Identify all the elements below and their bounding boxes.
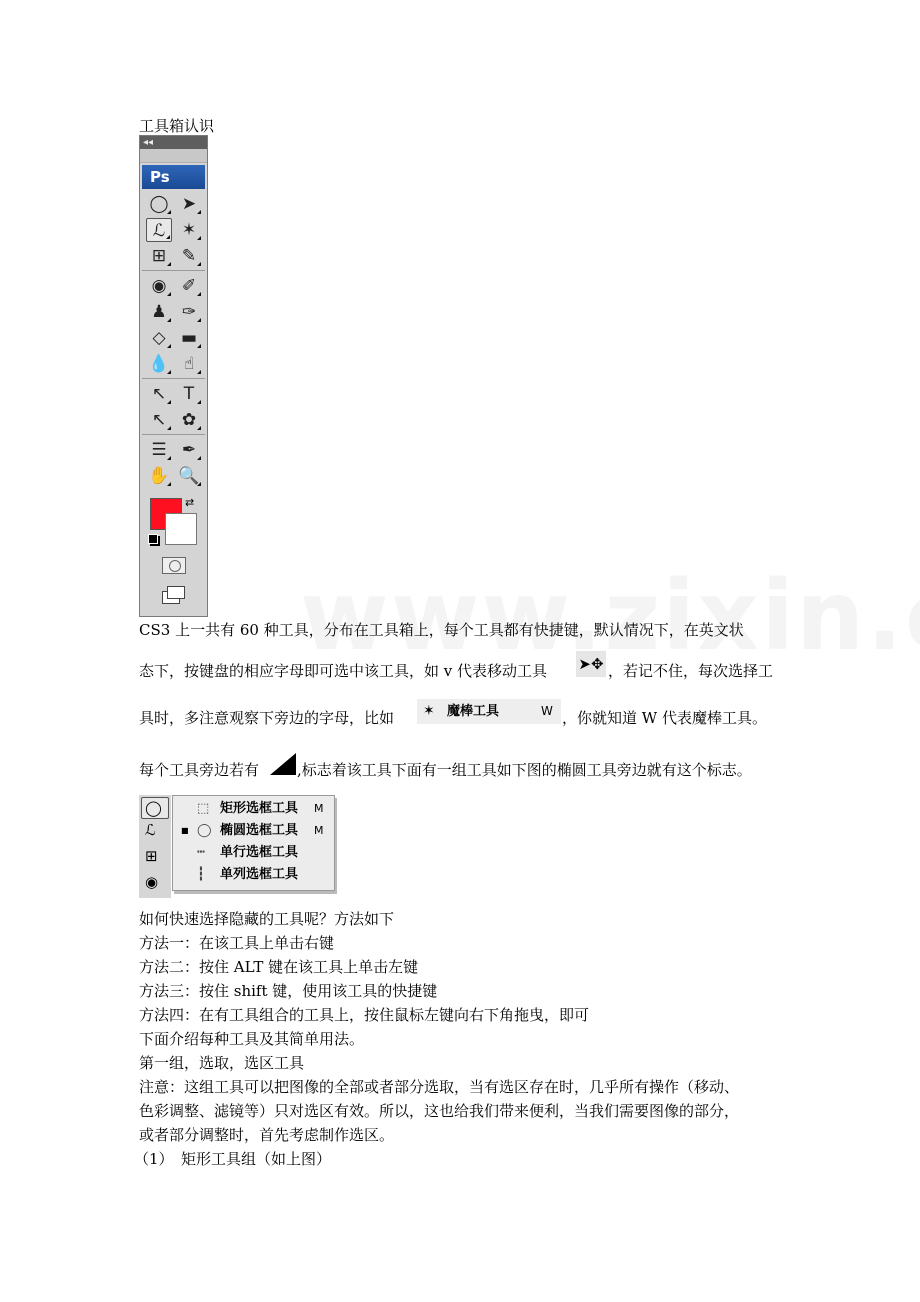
lasso-icon: ℒ: [145, 821, 156, 839]
tool-row: [144, 274, 204, 300]
toolbox-separator: [142, 270, 205, 271]
para1-line3: 具时，多注意观察下旁边的字母，比如: [139, 709, 395, 727]
flyout-menu-item[interactable]: [173, 864, 333, 886]
marquee-flyout-menu: [172, 795, 335, 891]
group-triangle-icon: [270, 753, 296, 775]
tool-row: [144, 464, 204, 490]
brush-tool-icon[interactable]: ✐: [176, 274, 202, 298]
tool-row: [144, 326, 204, 352]
eyedropper-tool-icon[interactable]: ✒: [176, 438, 202, 462]
menu-item-label: 单行选框工具: [220, 845, 299, 860]
heal-icon: ◉: [145, 873, 159, 891]
flyout-menu-item[interactable]: [173, 798, 333, 820]
blur-tool-icon[interactable]: 💧: [148, 354, 170, 374]
type-tool-icon[interactable]: T: [176, 382, 202, 406]
menu-item-label: 椭圆选框工具: [220, 823, 299, 838]
hand-tool-icon[interactable]: ✋: [148, 466, 170, 486]
magic-wand-label: 魔棒工具: [447, 704, 500, 719]
slice-tool-icon[interactable]: ✎: [176, 244, 202, 268]
crop-icon: ⊞: [145, 847, 158, 865]
marquee-icon: ◯: [197, 823, 212, 838]
tool-row: [144, 352, 204, 378]
lasso-tool-icon[interactable]: ℒ: [146, 218, 172, 242]
question-line: 如何快速选择隐藏的工具呢？方法如下: [139, 910, 395, 928]
note-line2: 色彩调整、滤镜等）只对选区有效。所以，这也给我们带来便利，当我们需要图像的部分，: [139, 1102, 740, 1120]
stamp-tool-icon[interactable]: ♟: [146, 300, 172, 324]
note-line3: 或者部分调整时，首先考虑制作选区。: [139, 1126, 395, 1144]
toolbox-strip: [139, 795, 171, 898]
watermark: [300, 560, 920, 672]
method-one: 方法一：在该工具上单击右键: [139, 934, 335, 952]
photoshop-toolbox: [139, 135, 208, 617]
background-color-swatch[interactable]: [165, 513, 197, 545]
ps-logo: Ps: [142, 165, 205, 189]
marquee-icon: ⬚: [197, 801, 210, 816]
magic-wand-menu-item: [417, 699, 561, 724]
method-four: 方法四：在有工具组合的工具上，按住鼠标左键向右下角拖曳，即可: [139, 1006, 590, 1024]
menu-item-label: 矩形选框工具: [220, 801, 299, 816]
direct-select-tool-icon[interactable]: ↖: [146, 408, 172, 432]
tool-row: [144, 244, 204, 270]
para1-line1: CS3 上一共有 60 种工具，分布在工具箱上，每个工具都有快捷键，默认情况下，在英文状: [139, 621, 744, 639]
shortcut-key: M: [314, 802, 324, 815]
heading: 工具箱认识: [139, 117, 215, 135]
toolbox-separator: [142, 434, 205, 435]
move-tool-icon[interactable]: ➤: [176, 192, 202, 216]
note-line1: 注意：这组工具可以把图像的全部或者部分选取，当有选区存在时，几乎所有操作（移动、: [139, 1078, 740, 1096]
marquee-icon: ┇: [197, 867, 205, 882]
tool-row: [144, 192, 204, 218]
gradient-tool-icon[interactable]: ▬: [176, 326, 202, 350]
zoom-tool-icon[interactable]: 🔍: [178, 466, 200, 486]
path-select-tool-icon[interactable]: ↖: [146, 382, 172, 406]
para2-lead: 每个工具旁边若有: [139, 761, 260, 779]
tool-row: [144, 438, 204, 464]
shape-tool-icon[interactable]: ✿: [176, 408, 202, 432]
tool-row: [144, 300, 204, 326]
history-brush-tool-icon[interactable]: ✑: [176, 300, 202, 324]
flyout-menu-item[interactable]: [173, 842, 333, 864]
quick-mask-icon[interactable]: [162, 557, 186, 574]
flyout-menu-item[interactable]: [173, 820, 333, 842]
section-title: 第一组，选取，选区工具: [139, 1054, 305, 1072]
toolbox-grip[interactable]: [140, 149, 207, 163]
crop-tool-icon[interactable]: ⊞: [146, 244, 172, 268]
ellipse-icon: ◯: [145, 799, 162, 817]
intro-line: 下面介绍每种工具及其简单用法。: [139, 1030, 365, 1048]
notes-tool-icon[interactable]: ☰: [146, 438, 172, 462]
dodge-tool-icon[interactable]: ☝: [176, 352, 202, 376]
screen-mode-icon[interactable]: [162, 586, 186, 604]
marquee-flyout-figure: [139, 795, 335, 898]
magic-wand-shortcut: W: [541, 704, 553, 718]
menu-item-label: 单列选框工具: [220, 867, 299, 882]
move-tool-icon: ➤✥: [576, 651, 606, 677]
tool-row: [144, 218, 204, 244]
subsection-title: （1） 矩形工具组（如上图）: [134, 1150, 332, 1168]
para1-line2-tail: ，若记不住，每次选择工: [608, 662, 774, 680]
para2-tail: ,标志着该工具下面有一组工具如下图的椭圆工具旁边就有这个标志。: [297, 761, 752, 779]
toolbox-separator: [142, 378, 205, 379]
magic-wand-tool-icon[interactable]: ✶: [176, 218, 202, 242]
heal-tool-icon[interactable]: ◉: [146, 274, 172, 298]
tool-row: [144, 408, 204, 434]
method-three: 方法三：按住 shift 键，使用该工具的快捷键: [139, 982, 438, 1000]
para1-line3-tail: ，你就知道 W 代表魔棒工具。: [562, 709, 767, 727]
magic-wand-icon: ✶: [423, 703, 435, 719]
marquee-icon: ┅: [197, 845, 205, 860]
eraser-tool-icon[interactable]: ◇: [146, 326, 172, 350]
method-two: 方法二：按住 ALT 键在该工具上单击左键: [139, 958, 419, 976]
shortcut-key: M: [314, 824, 324, 837]
collapse-icon[interactable]: ◂◂: [140, 136, 207, 149]
default-colors-icon[interactable]: [148, 534, 158, 544]
para1-line2: 态下，按键盘的相应字母即可选中该工具，如 v 代表移动工具: [139, 662, 548, 680]
swap-colors-icon[interactable]: ⇄: [185, 496, 195, 509]
selected-bullet: ■: [181, 826, 189, 835]
tool-row: [144, 382, 204, 408]
ellipse-marquee-tool-icon[interactable]: ◯: [146, 192, 172, 216]
